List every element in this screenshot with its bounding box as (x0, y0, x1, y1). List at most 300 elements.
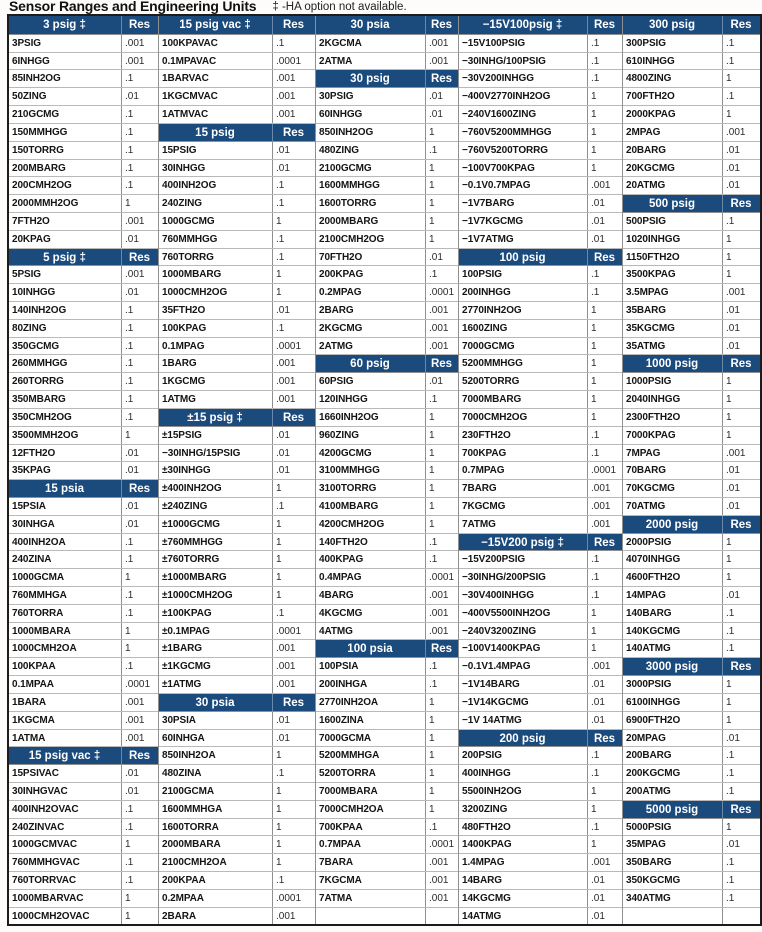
range-cell: 140BARG (626, 607, 672, 619)
resolution-cell: 1 (587, 88, 622, 105)
resolution-cell: 1 (425, 427, 458, 444)
range-cell: 35FTH2O (162, 305, 206, 316)
range-cell: 4100MBARG (319, 500, 379, 512)
range-cell: 700KPAA (319, 821, 363, 833)
resolution-cell: .1 (722, 747, 760, 764)
range-cell: 2300FTH2O (626, 411, 681, 423)
res-header-label: Res (587, 730, 622, 747)
resolution-cell: .1 (272, 605, 315, 622)
table-row (9, 550, 158, 568)
resolution-cell: 1 (121, 640, 158, 657)
table-row (9, 800, 158, 818)
resolution-cell: .1 (722, 765, 760, 782)
range-cell: −30INHG/200PSIG (462, 572, 546, 584)
resolution-cell: .01 (722, 498, 760, 515)
resolution-cell: .01 (722, 836, 760, 853)
resolution-cell: .001 (587, 854, 622, 871)
table-row (9, 515, 158, 533)
range-cell: −0.1V1.4MPAG (462, 661, 531, 673)
range-cell: 70KGCMG (626, 483, 675, 495)
table-row (316, 105, 458, 123)
range-cell: 2KGCMG (319, 322, 363, 334)
range-cell: 2000MBARA (162, 839, 221, 851)
table-row (159, 533, 315, 551)
range-cell: 15PSIG (162, 144, 197, 156)
range-cell: 1000CMH2OG (162, 287, 228, 299)
table-row (623, 782, 760, 800)
table-row (623, 319, 760, 337)
table-row (316, 283, 458, 301)
range-cell: 5PSIG (12, 269, 41, 281)
range-cell: 7FTH2O (12, 215, 50, 227)
range-cell: 20BARG (626, 144, 666, 156)
range-cell: 140INH2OG (12, 305, 67, 316)
resolution-cell: 1 (587, 409, 622, 426)
table-row (459, 159, 622, 177)
table-row (623, 568, 760, 586)
table-row (459, 693, 622, 711)
resolution-cell: 1 (272, 284, 315, 301)
table-row (9, 639, 158, 657)
range-cell: −240V3200ZING (462, 625, 537, 637)
table-row (316, 533, 458, 551)
resolution-cell: .1 (722, 640, 760, 657)
table-row (316, 426, 458, 444)
range-cell: 400INH2OVAC (12, 803, 79, 815)
table-row (9, 818, 158, 836)
resolution-cell: 1 (722, 373, 760, 390)
table-row (159, 426, 315, 444)
table-row (9, 87, 158, 105)
empty-row (623, 907, 760, 925)
resolution-cell: 1 (272, 569, 315, 586)
range-cell: −15V100PSIG (462, 37, 526, 49)
range-cell: 200INHGG (462, 287, 511, 299)
resolution-cell: .1 (121, 551, 158, 568)
range-cell: 960ZING (319, 429, 359, 441)
table-row (159, 818, 315, 836)
table-row (316, 711, 458, 729)
range-cell: 5200MMHGG (462, 358, 523, 370)
table-row (9, 319, 158, 337)
range-cell: 1KGCMG (162, 376, 206, 388)
range-cell: 2100CMH2OG (319, 233, 385, 245)
table-row (623, 176, 760, 194)
range-cell: 1BARVAC (162, 73, 209, 85)
range-cell: 7000CMH2OA (319, 803, 384, 815)
range-cell: 140ATMG (626, 643, 671, 655)
table-row (623, 533, 760, 551)
res-header-label: Res (587, 16, 622, 34)
resolution-cell: .01 (425, 373, 458, 390)
table-row (9, 283, 158, 301)
resolution-cell: .1 (587, 35, 622, 52)
range-cell: 3100TORRG (319, 483, 377, 495)
table-row (159, 265, 315, 283)
range-cell: 3000PSIG (626, 679, 672, 691)
table-row (316, 746, 458, 764)
range-cell: 7ATMG (462, 518, 496, 530)
resolution-cell: .1 (587, 53, 622, 70)
resolution-cell: 1 (587, 640, 622, 657)
resolution-cell: .1 (121, 854, 158, 871)
range-cell: 85INH2OG (12, 73, 61, 85)
range-cell: ±1ATMG (162, 679, 202, 691)
resolution-cell: 1 (425, 480, 458, 497)
range-cell: 850INH2OA (162, 750, 216, 762)
resolution-cell: 1 (121, 836, 158, 853)
table-row (316, 248, 458, 266)
table-row (9, 105, 158, 123)
range-cell: 240ZINA (12, 554, 52, 566)
table-row (9, 301, 158, 319)
table-row (316, 34, 458, 52)
resolution-cell: .1 (121, 177, 158, 194)
resolution-cell: .01 (425, 249, 458, 266)
resolution-cell: .001 (425, 890, 458, 907)
resolution-cell: .01 (425, 106, 458, 123)
resolution-cell: .001 (425, 872, 458, 889)
group-header-label: 3000 psig (645, 661, 699, 674)
table-row (9, 497, 158, 515)
range-cell: 760TORRA (12, 607, 64, 619)
range-cell: 0.1MPAVAC (162, 55, 217, 67)
range-cell: 15PSIA (12, 500, 46, 512)
group-header-row (459, 729, 622, 747)
resolution-cell: .01 (121, 765, 158, 782)
table-row (159, 34, 315, 52)
resolution-cell: 1 (587, 320, 622, 337)
table-row (9, 835, 158, 853)
group-header-label: 15 psig (195, 126, 235, 139)
table-row (159, 586, 315, 604)
table-row (9, 657, 158, 675)
table-row (159, 622, 315, 640)
column-group-5 (622, 16, 760, 924)
empty-range-cell (623, 908, 722, 925)
resolution-cell: .01 (587, 213, 622, 230)
range-cell: 1ATMVAC (162, 109, 209, 121)
range-cell: 1600ZING (462, 322, 508, 334)
group-header-label: ±15 psig ‡ (187, 411, 243, 424)
table-row (316, 176, 458, 194)
table-row (159, 907, 315, 925)
resolution-cell: .1 (121, 534, 158, 551)
group-header-label: 100 psia (347, 643, 393, 656)
range-cell: ±240ZING (162, 500, 208, 512)
range-cell: 1000CMH2OVAC (12, 910, 90, 922)
resolution-cell: 1 (272, 551, 315, 568)
table-row (623, 337, 760, 355)
table-row (9, 461, 158, 479)
table-row (316, 818, 458, 836)
table-row (9, 711, 158, 729)
resolution-cell: 1 (425, 783, 458, 800)
range-cell: 30INHGG (162, 162, 206, 174)
resolution-cell: .1 (722, 53, 760, 70)
empty-resolution-cell (425, 908, 458, 925)
range-cell: 0.7MPAA (319, 839, 361, 851)
range-cell: ±760MMHGG (162, 536, 223, 548)
resolution-cell: .01 (722, 142, 760, 159)
resolution-cell: .1 (121, 658, 158, 675)
range-cell: 200PSIG (462, 750, 502, 762)
range-cell: 100KPAG (162, 322, 207, 334)
table-row (459, 372, 622, 390)
range-cell: −30INHG/15PSIG (162, 447, 241, 459)
resolution-cell: 1 (587, 605, 622, 622)
res-header-label: Res (722, 658, 760, 675)
resolution-cell: .001 (425, 338, 458, 355)
resolution-cell: .001 (272, 355, 315, 372)
range-cell: 4800ZING (626, 73, 672, 85)
range-cell: 2100GCMA (162, 785, 214, 797)
table-row (159, 800, 315, 818)
range-cell: 7BARG (462, 483, 497, 495)
table-row (623, 622, 760, 640)
resolution-cell: 1 (425, 213, 458, 230)
resolution-cell: .1 (587, 765, 622, 782)
range-cell: ±1000MBARG (162, 572, 227, 584)
table-row (9, 907, 158, 925)
range-cell: −30V200INHGG (462, 73, 534, 85)
column-group-4 (458, 16, 622, 924)
resolution-cell: .001 (722, 284, 760, 301)
range-cell: 7MPAG (626, 447, 661, 459)
resolution-cell: 1 (722, 249, 760, 266)
resolution-cell: 1 (425, 124, 458, 141)
resolution-cell: 1 (587, 355, 622, 372)
group-header-row (9, 746, 158, 764)
range-cell: 35KGCMG (626, 322, 675, 334)
group-header-row (623, 354, 760, 372)
table-row (159, 319, 315, 337)
range-cell: 4600FTH2O (626, 572, 681, 584)
resolution-cell: .0001 (121, 676, 158, 693)
table-row (623, 711, 760, 729)
table-row (623, 372, 760, 390)
table-row (459, 835, 622, 853)
resolution-cell: .001 (272, 640, 315, 657)
range-cell: 50ZING (12, 91, 47, 103)
resolution-cell: 1 (425, 801, 458, 818)
table-row (159, 283, 315, 301)
resolution-cell: .1 (425, 142, 458, 159)
table-row (159, 461, 315, 479)
resolution-cell: 1 (272, 587, 315, 604)
range-cell: 1600ZINA (319, 714, 364, 726)
resolution-cell: 1 (587, 783, 622, 800)
resolution-cell: .001 (272, 106, 315, 123)
table-row (623, 283, 760, 301)
range-cell: 14BARG (462, 875, 502, 886)
table-row (316, 141, 458, 159)
resolution-cell: .001 (587, 658, 622, 675)
range-cell: 1600MMHGG (319, 180, 380, 192)
resolution-cell: .01 (587, 195, 622, 212)
resolution-cell: .001 (587, 480, 622, 497)
table-row (623, 479, 760, 497)
resolution-cell: 1 (722, 819, 760, 836)
resolution-cell: .1 (272, 231, 315, 248)
table-row (316, 497, 458, 515)
resolution-cell: .1 (272, 765, 315, 782)
table-row (459, 194, 622, 212)
res-header-label: Res (121, 16, 158, 34)
range-cell: 0.7MPAG (462, 465, 505, 477)
range-cell: −1V14KGCMG (462, 696, 529, 708)
table-row (623, 818, 760, 836)
resolution-cell: 1 (121, 623, 158, 640)
range-cell: 0.1MPAA (12, 679, 54, 691)
table-row (9, 159, 158, 177)
range-cell: 1KGCMVAC (162, 91, 218, 103)
table-row (459, 444, 622, 462)
resolution-cell: 1 (722, 266, 760, 283)
range-cell: 4070INHGG (626, 554, 681, 566)
resolution-cell: 1 (587, 391, 622, 408)
resolution-cell: .1 (121, 355, 158, 372)
table-row (159, 746, 315, 764)
table-row (623, 87, 760, 105)
table-row (159, 497, 315, 515)
range-cell: 2040INHGG (626, 394, 681, 406)
range-cell: −1V7KGCMG (462, 215, 524, 227)
range-cell: 3.5MPAG (626, 287, 669, 299)
resolution-cell: .001 (425, 605, 458, 622)
table-row (316, 444, 458, 462)
resolution-cell: .1 (425, 676, 458, 693)
range-cell: −1V14BARG (462, 679, 520, 691)
column-group-1 (9, 16, 158, 924)
table-row (459, 586, 622, 604)
table-row (316, 461, 458, 479)
range-cell: 100PSIA (319, 661, 359, 673)
table-row (159, 444, 315, 462)
group-header-label: 500 psig (648, 198, 696, 211)
resolution-cell: 1 (425, 516, 458, 533)
resolution-cell: .01 (722, 320, 760, 337)
resolution-cell: .01 (722, 177, 760, 194)
table-row (159, 194, 315, 212)
range-cell: 5200MMHGA (319, 750, 380, 762)
table-row (316, 657, 458, 675)
resolution-cell: .1 (121, 373, 158, 390)
resolution-cell: .001 (425, 623, 458, 640)
range-cell: 80ZING (12, 322, 47, 334)
resolution-cell: .1 (121, 106, 158, 123)
table-row (316, 265, 458, 283)
empty-row (316, 907, 458, 925)
table-row (459, 782, 622, 800)
table-row (459, 515, 622, 533)
table-row (159, 337, 315, 355)
range-cell: 7KGCMA (319, 875, 362, 886)
resolution-cell: 1 (722, 427, 760, 444)
resolution-cell: .001 (272, 676, 315, 693)
resolution-cell: .1 (587, 569, 622, 586)
range-cell: ±400INH2OG (162, 483, 222, 495)
resolution-cell: .01 (121, 783, 158, 800)
range-cell: ±1KGCMG (162, 661, 211, 673)
table-row (316, 889, 458, 907)
range-cell: 260TORRG (12, 376, 64, 388)
range-cell: −1V7ATMG (462, 233, 514, 245)
table-row (623, 52, 760, 70)
resolution-cell: 1 (587, 302, 622, 319)
resolution-cell: 1 (722, 70, 760, 87)
resolution-cell: .1 (722, 854, 760, 871)
resolution-cell: .1 (272, 35, 315, 52)
table-row (459, 301, 622, 319)
range-cell: 2000MBARG (319, 215, 379, 227)
range-cell: 200KPAA (162, 875, 206, 886)
range-cell: 6900FTH2O (626, 714, 681, 726)
resolution-cell: 1 (425, 765, 458, 782)
table-row (459, 319, 622, 337)
table-row (623, 693, 760, 711)
range-cell: −30V400INHGG (462, 590, 534, 601)
resolution-cell: .1 (272, 195, 315, 212)
resolution-cell: .1 (587, 747, 622, 764)
table-row (316, 800, 458, 818)
table-row (9, 729, 158, 747)
table-row (9, 69, 158, 87)
resolution-cell: .01 (121, 284, 158, 301)
table-row (9, 230, 158, 248)
resolution-cell: .1 (272, 872, 315, 889)
resolution-cell: 1 (722, 391, 760, 408)
resolution-cell: .001 (587, 177, 622, 194)
table-row (623, 390, 760, 408)
group-header-row (9, 248, 158, 266)
group-header-row (623, 800, 760, 818)
group-header-label: 2000 psig (645, 518, 699, 531)
range-cell: 14MPAG (626, 590, 666, 601)
resolution-cell: 1 (425, 712, 458, 729)
res-header-label: Res (272, 409, 315, 426)
table-row (9, 568, 158, 586)
resolution-cell: .1 (587, 819, 622, 836)
resolution-cell: .1 (121, 160, 158, 177)
range-cell: 260MMHGG (12, 358, 68, 370)
table-row (159, 301, 315, 319)
range-cell: 30PSIG (319, 91, 354, 103)
range-cell: −0.1V0.7MPAG (462, 180, 531, 192)
table-row (159, 105, 315, 123)
resolution-cell: 1 (272, 854, 315, 871)
resolution-cell: .01 (722, 730, 760, 747)
resolution-cell: .01 (722, 160, 760, 177)
group-header-label: −15V100psig ‡ (482, 19, 563, 31)
table-row (159, 639, 315, 657)
table-row (9, 889, 158, 907)
range-cell: 140FTH2O (319, 536, 368, 548)
res-header-label: Res (425, 640, 458, 657)
resolution-cell: .001 (722, 445, 760, 462)
res-header-label: Res (121, 747, 158, 764)
resolution-cell: 1 (587, 160, 622, 177)
range-cell: 1BARA (12, 696, 46, 708)
table-row (9, 604, 158, 622)
resolution-cell: .01 (121, 516, 158, 533)
range-cell: −1V 14ATMG (462, 714, 522, 726)
range-cell: 1000MBARVAC (12, 892, 84, 904)
resolution-cell: 1 (722, 231, 760, 248)
table-row (159, 390, 315, 408)
table-row (459, 461, 622, 479)
resolution-cell: .001 (587, 516, 622, 533)
